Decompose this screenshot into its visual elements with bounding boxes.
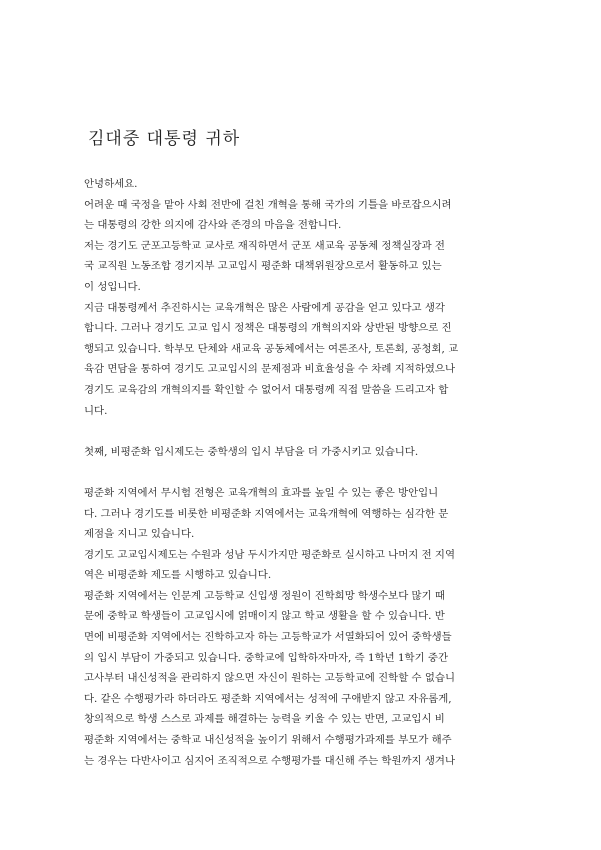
text-line: 역은 비평준화 제도를 시행하고 있습니다.	[84, 569, 272, 582]
text-line: 의 입시 부담이 가중되고 있습니다. 중학교에 입학하자마자, 즉 1학년 1학기 중간	[84, 651, 449, 664]
text-line: 경기도 교육감의 개혁의지를 확인할 수 없어서 대통령께 직접 말씀을 드리고자 합	[84, 383, 449, 396]
text-line: 다. 같은 수행평가라 하더라도 평준화 지역에서는 성적에 구애받지 않고 자유롭게,	[84, 692, 452, 705]
text-line: 안녕하세요.	[84, 178, 138, 190]
text-line: 창의적으로 학생 스스로 과제를 해결하는 능력을 키울 수 있는 반면, 고교입시 비	[84, 713, 445, 726]
text-line: 니다.	[84, 404, 108, 417]
blank-line	[84, 462, 516, 483]
text-line: 첫째, 비평준화 입시제도는 중학생의 입시 부담을 더 가중시키고 있습니다.	[84, 445, 419, 458]
text-line: 어려운 때 국정을 맡아 사회 전반에 걸친 개혁을 통해 국가의 기틀을 바로잡으시려	[84, 198, 452, 211]
text-line: 합니다. 그러나 경기도 고교 입시 정책은 대통령의 개혁의지와 상반된 방향으로 진	[84, 322, 452, 335]
text-line: 고사부터 내신성적을 관리하지 않으면 자신이 원하는 고등학교에 진학할 수 없습니	[84, 672, 455, 685]
letter-body	[84, 174, 516, 771]
text-line: 는 대통령의 강한 의지에 감사와 존경의 마음을 전합니다.	[84, 219, 342, 232]
text-line: 지금 대통령께서 추진하시는 교육개혁은 많은 사람에게 공감을 얻고 있다고 생각	[84, 301, 445, 314]
text-line: 면에 비평준화 지역에서는 진학하고자 하는 고등학교가 서열화되어 있어 중학생들	[84, 631, 452, 644]
text-line: 는 경우는 다반사이고 심지어 조직적으로 수행평가를 대신해 주는 학원까지 생겨나	[84, 754, 455, 767]
text-line: 행되고 있습니다. 학부모 단체와 새교육 공동체에서는 여론조사, 토론회, 공청회, 교	[84, 342, 459, 355]
text-line: 문에 중학교 학생들이 고교입시에 얽매이지 않고 학교 생활을 할 수 있습니다. 반	[84, 610, 445, 623]
text-line: 이 성입니다.	[84, 280, 141, 293]
text-line: 평준화 지역에서는 중학교 내신성적을 높이기 위해서 수행평가과제를 부모가 해주	[84, 734, 452, 747]
text-line: 제점을 지니고 있습니다.	[84, 528, 195, 541]
text-line: 저는 경기도 군포고등학교 교사로 재직하면서 군포 새교육 공동체 정책실장과 전	[84, 239, 445, 252]
text-line: 경기도 고교입시제도는 수원과 성남 두시가지만 평준화로 실시하고 나머지 전 지역	[84, 548, 455, 561]
blank-line	[84, 421, 516, 442]
text-line: 평준화 지역에서는 인문계 고등학교 신입생 정원이 진학희망 학생수보다 많기 때	[84, 589, 445, 602]
text-line: 다. 그러나 경기도를 비롯한 비평준화 지역에서는 교육개혁에 역행하는 심각한 문	[84, 507, 449, 520]
text-line: 평준화 지역에서 무시험 전형은 교육개혁의 효과를 높일 수 있는 좋은 방안입니	[84, 486, 439, 499]
letter-title: 김대중 대통령 귀하	[88, 129, 241, 149]
text-line: 국 교직원 노동조합 경기지부 고교입시 평준화 대책위원장으로서 활동하고 있는	[84, 260, 442, 273]
text-line: 육감 면담을 통하여 경기도 고교입시의 문제점과 비효율성을 수 차례 지적하였으나	[84, 363, 455, 376]
